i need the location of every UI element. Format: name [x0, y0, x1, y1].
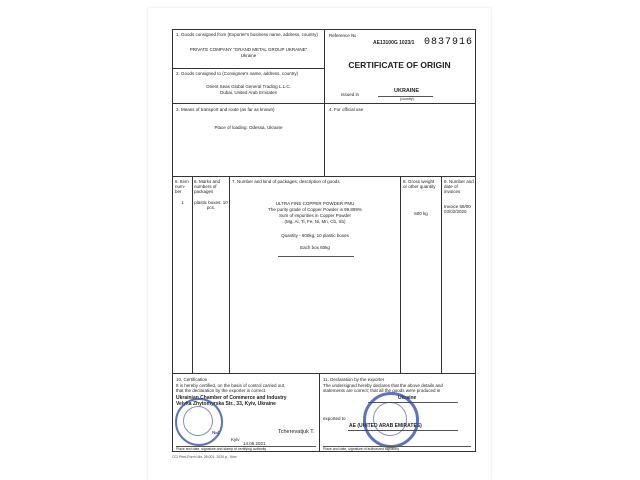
declaration-text-2: statements are correct; that all the goods were produced in: [323, 388, 441, 393]
declaration-text-1: The undersigned hereby declares that the above details and: [323, 383, 443, 388]
goods-elements: (Mg, Al, Ti, Fe, Ni, Mn, Cb, Sb): [284, 219, 346, 224]
col-description-header: 7. Number and kind of packages; description of goods: [232, 179, 340, 184]
chamber-address: Velyka Zhytomyrska Str., 33, Kyiv, Ukraine: [176, 401, 276, 407]
goods-title: ULTRA FINE COPPER POWDER PMU: [275, 201, 355, 206]
box10-label: 10. Certification: [176, 377, 208, 382]
divider: [324, 103, 325, 176]
exported-to-label: exported to: [323, 416, 346, 421]
divider: [173, 373, 475, 374]
col-marks-header: 6. Marks and numbers of packages: [194, 179, 221, 194]
certificate-title: CERTIFICATE OF ORIGIN: [348, 60, 451, 70]
issued-sub: (country): [400, 97, 414, 101]
certification-text-2: that the declaration by the exporter is correct.: [176, 388, 267, 393]
chamber-stamp-inner: [183, 406, 213, 436]
form-footer: CCI Print-Form Ukr. 28.001. 2020 p., Kiev: [172, 455, 237, 459]
certification-date: 14.06.2021: [243, 441, 266, 446]
col-weight-header: 8. Gross weight or other quantity: [403, 179, 436, 189]
divider: [441, 176, 442, 373]
divider: [400, 176, 401, 373]
certification-place: Kyiv: [231, 437, 240, 442]
package-marks: plastic boxes: 10 pcs.: [194, 200, 228, 210]
divider: [173, 68, 324, 69]
goods-impurities: Sum of impurities in Copper Powder: [278, 213, 352, 218]
consignee-address: Dubai, United Arab Emirates: [220, 90, 277, 95]
goods-underline: [278, 256, 354, 257]
reference-label: Reference №: [329, 33, 356, 38]
exporter-country: Ukraine: [240, 53, 257, 58]
divider: [319, 373, 320, 451]
reference-prefix: AE13100G 1023/1: [373, 40, 415, 46]
exporter-stamp-inner: [373, 402, 407, 436]
issued-country: UKRAINE: [394, 88, 420, 94]
box1-label: 1. Goods consigned from (Exporter's business name, address, country): [176, 32, 318, 37]
origin-country: Ukraine: [398, 395, 417, 401]
invoice-info: Invoice 58/00 03/02/2020: [444, 204, 471, 214]
consignee-name: Orient Seas Global General Trading L.L.C.: [206, 84, 291, 89]
transport-route: Place of loading: Odessa, Ukraine: [214, 125, 283, 130]
box4-label: 4. For official use: [329, 107, 364, 112]
item-number: 1: [181, 200, 184, 205]
box2-label: 2. Goods consigned to (Consignee's name, address, country): [176, 71, 299, 76]
box11-signature-label: Place and date, signature of authorized signatory: [323, 447, 400, 451]
divider: [173, 176, 475, 177]
certification-text-1: It is hereby certified, on the basis of control carried out,: [176, 383, 286, 388]
stamp-number: №4: [212, 430, 220, 435]
exporter-name: PRIVATE COMPANY "GRAND METAL GROUP UKRAINE": [189, 47, 308, 52]
col-item-header: 5. Item num-ber: [175, 179, 189, 194]
box11-label: 11. Declaration by the exporter: [323, 377, 385, 382]
goods-each-box: Each box 60kg: [300, 245, 330, 250]
certificate-frame: [172, 29, 476, 452]
reference-number: 0837916: [424, 37, 474, 48]
col-invoice-header: 9. Number and date of invoices: [444, 179, 474, 194]
goods-quantity: Quantity - 600kg, 10 plastic boxes: [281, 233, 349, 238]
box10-signature-label: Place and date, signature and stamp of certifying authority: [176, 447, 267, 451]
certifier-name: Tcherevatjuk T.: [278, 429, 315, 435]
destination-country: AE (UNITED ARAB EMIRATES): [349, 423, 422, 429]
goods-purity: The purity grade of Copper Powder is 99.899%: [268, 207, 362, 212]
chamber-name: Ukrainian Chamber of Commerce and Industry: [176, 395, 287, 401]
box3-label: 3. Means of transport and route (as far as known): [176, 107, 275, 112]
gross-weight: 600 kg: [414, 211, 428, 216]
issued-label: Issued in: [341, 92, 360, 97]
